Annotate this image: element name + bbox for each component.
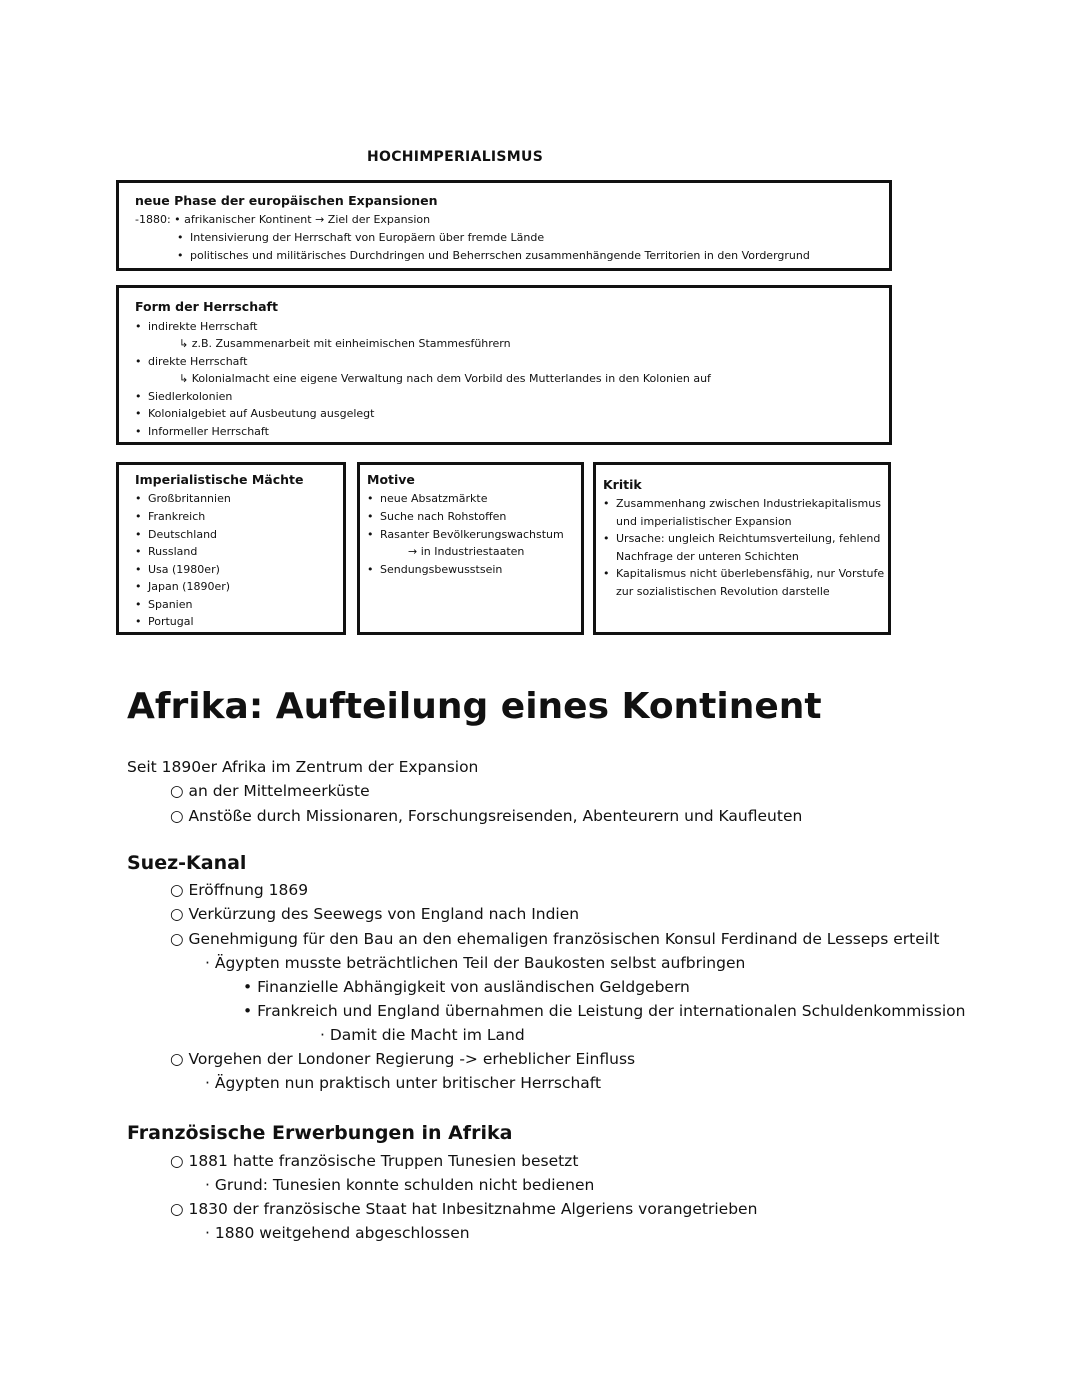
list-item: • neue Absatzmärkte: [367, 492, 488, 505]
list-item: • Finanzielle Abhängigkeit von ausländischen Geldgebern: [243, 978, 690, 996]
list-item: • Kolonialgebiet auf Ausbeutung ausgelegt: [135, 407, 375, 420]
intro-line: Seit 1890er Afrika im Zentrum der Expansion: [127, 758, 479, 776]
expansion-line: • politisches und militärisches Durchdringen und Beherrschen zusammenhängende Territorien in den Vordergrund: [177, 249, 810, 262]
list-item: • Frankreich und England übernahmen die Leistung der internationalen Schuldenkommission: [243, 1002, 966, 1020]
list-item: · Ägypten nun praktisch unter britischer Herrschaft: [205, 1074, 602, 1092]
maechte-heading: Imperialistische Mächte: [135, 472, 304, 487]
kritik-heading: Kritik: [603, 477, 642, 492]
herrschaft-heading: Form der Herrschaft: [135, 299, 278, 314]
suez-heading: Suez-Kanal: [127, 852, 247, 874]
list-item: · Ägypten musste beträchtlichen Teil der Baukosten selbst aufbringen: [205, 954, 746, 972]
list-item: • Portugal: [135, 615, 194, 628]
list-item: • direkte Herrschaft: [135, 355, 248, 368]
french-heading: Französische Erwerbungen in Afrika: [127, 1122, 513, 1144]
maechte-box: [116, 462, 346, 635]
kritik-box: [593, 462, 891, 635]
list-item: • Ursache: ungleich Reichtumsverteilung, fehlend: [603, 532, 881, 545]
list-item: ○ 1830 der französische Staat hat Inbesitznahme Algeriens vorangetrieben: [170, 1200, 758, 1218]
list-item: ○ Verkürzung des Seewegs von England nach Indien: [170, 905, 580, 923]
list-item: · Damit die Macht im Land: [320, 1026, 525, 1044]
list-item: • indirekte Herrschaft: [135, 320, 258, 333]
expansion-heading: neue Phase der europäischen Expansionen: [135, 193, 438, 208]
list-item: ○ Eröffnung 1869: [170, 881, 309, 899]
expansion-line: -1880: • afrikanischer Kontinent → Ziel der Expansion: [135, 213, 431, 226]
list-item: ○ an der Mittelmeerküste: [170, 782, 370, 800]
list-item: · Grund: Tunesien konnte schulden nicht bedienen: [205, 1176, 595, 1194]
list-subitem: ↳ z.B. Zusammenarbeit mit einheimischen Stammesführern: [179, 337, 511, 350]
main-heading: Afrika: Aufteilung eines Kontinent: [127, 686, 822, 727]
list-item: ○ Vorgehen der Londoner Regierung -> erheblicher Einfluss: [170, 1050, 636, 1068]
list-item: • Russland: [135, 545, 198, 558]
list-item: • Usa (1980er): [135, 563, 220, 576]
list-item: • Kapitalismus nicht überlebensfähig, nur Vorstufe: [603, 567, 885, 580]
list-subitem: → in Industriestaaten: [408, 545, 525, 558]
list-item: • Großbritannien: [135, 492, 231, 505]
motive-heading: Motive: [367, 472, 415, 487]
list-item: ○ Anstöße durch Missionaren, Forschungsreisenden, Abenteurern und Kaufleuten: [170, 807, 803, 825]
list-item: • Deutschland: [135, 528, 218, 541]
expansion-box: [116, 180, 892, 271]
list-item-cont: Nachfrage der unteren Schichten: [616, 550, 799, 563]
list-item: • Siedlerkolonien: [135, 390, 233, 403]
list-item: • Informeller Herrschaft: [135, 425, 269, 438]
list-item: • Japan (1890er): [135, 580, 231, 593]
list-item: • Sendungsbewusstsein: [367, 563, 503, 576]
list-subitem: ↳ Kolonialmacht eine eigene Verwaltung nach dem Vorbild des Mutterlandes in den Kolonien auf: [179, 372, 711, 385]
list-item: • Rasanter Bevölkerungswachstum: [367, 528, 564, 541]
motive-box: [357, 462, 584, 635]
page-title: HOCHIMPERIALISMUS: [367, 149, 544, 165]
list-item: · 1880 weitgehend abgeschlossen: [205, 1224, 470, 1242]
list-item: ○ 1881 hatte französische Truppen Tunesien besetzt: [170, 1152, 579, 1170]
list-item: • Spanien: [135, 598, 193, 611]
list-item: • Frankreich: [135, 510, 206, 523]
list-item-cont: zur sozialistischen Revolution darstelle: [616, 585, 830, 598]
list-item: ○ Genehmigung für den Bau an den ehemaligen französischen Konsul Ferdinand de Lesseps erteilt: [170, 930, 940, 948]
expansion-line: • Intensivierung der Herrschaft von Europäern über fremde Lände: [177, 231, 545, 244]
list-item: • Suche nach Rohstoffen: [367, 510, 507, 523]
herrschaft-box: [116, 285, 892, 445]
list-item: • Zusammenhang zwischen Industriekapitalismus: [603, 497, 881, 510]
list-item-cont: und imperialistischer Expansion: [616, 515, 792, 528]
